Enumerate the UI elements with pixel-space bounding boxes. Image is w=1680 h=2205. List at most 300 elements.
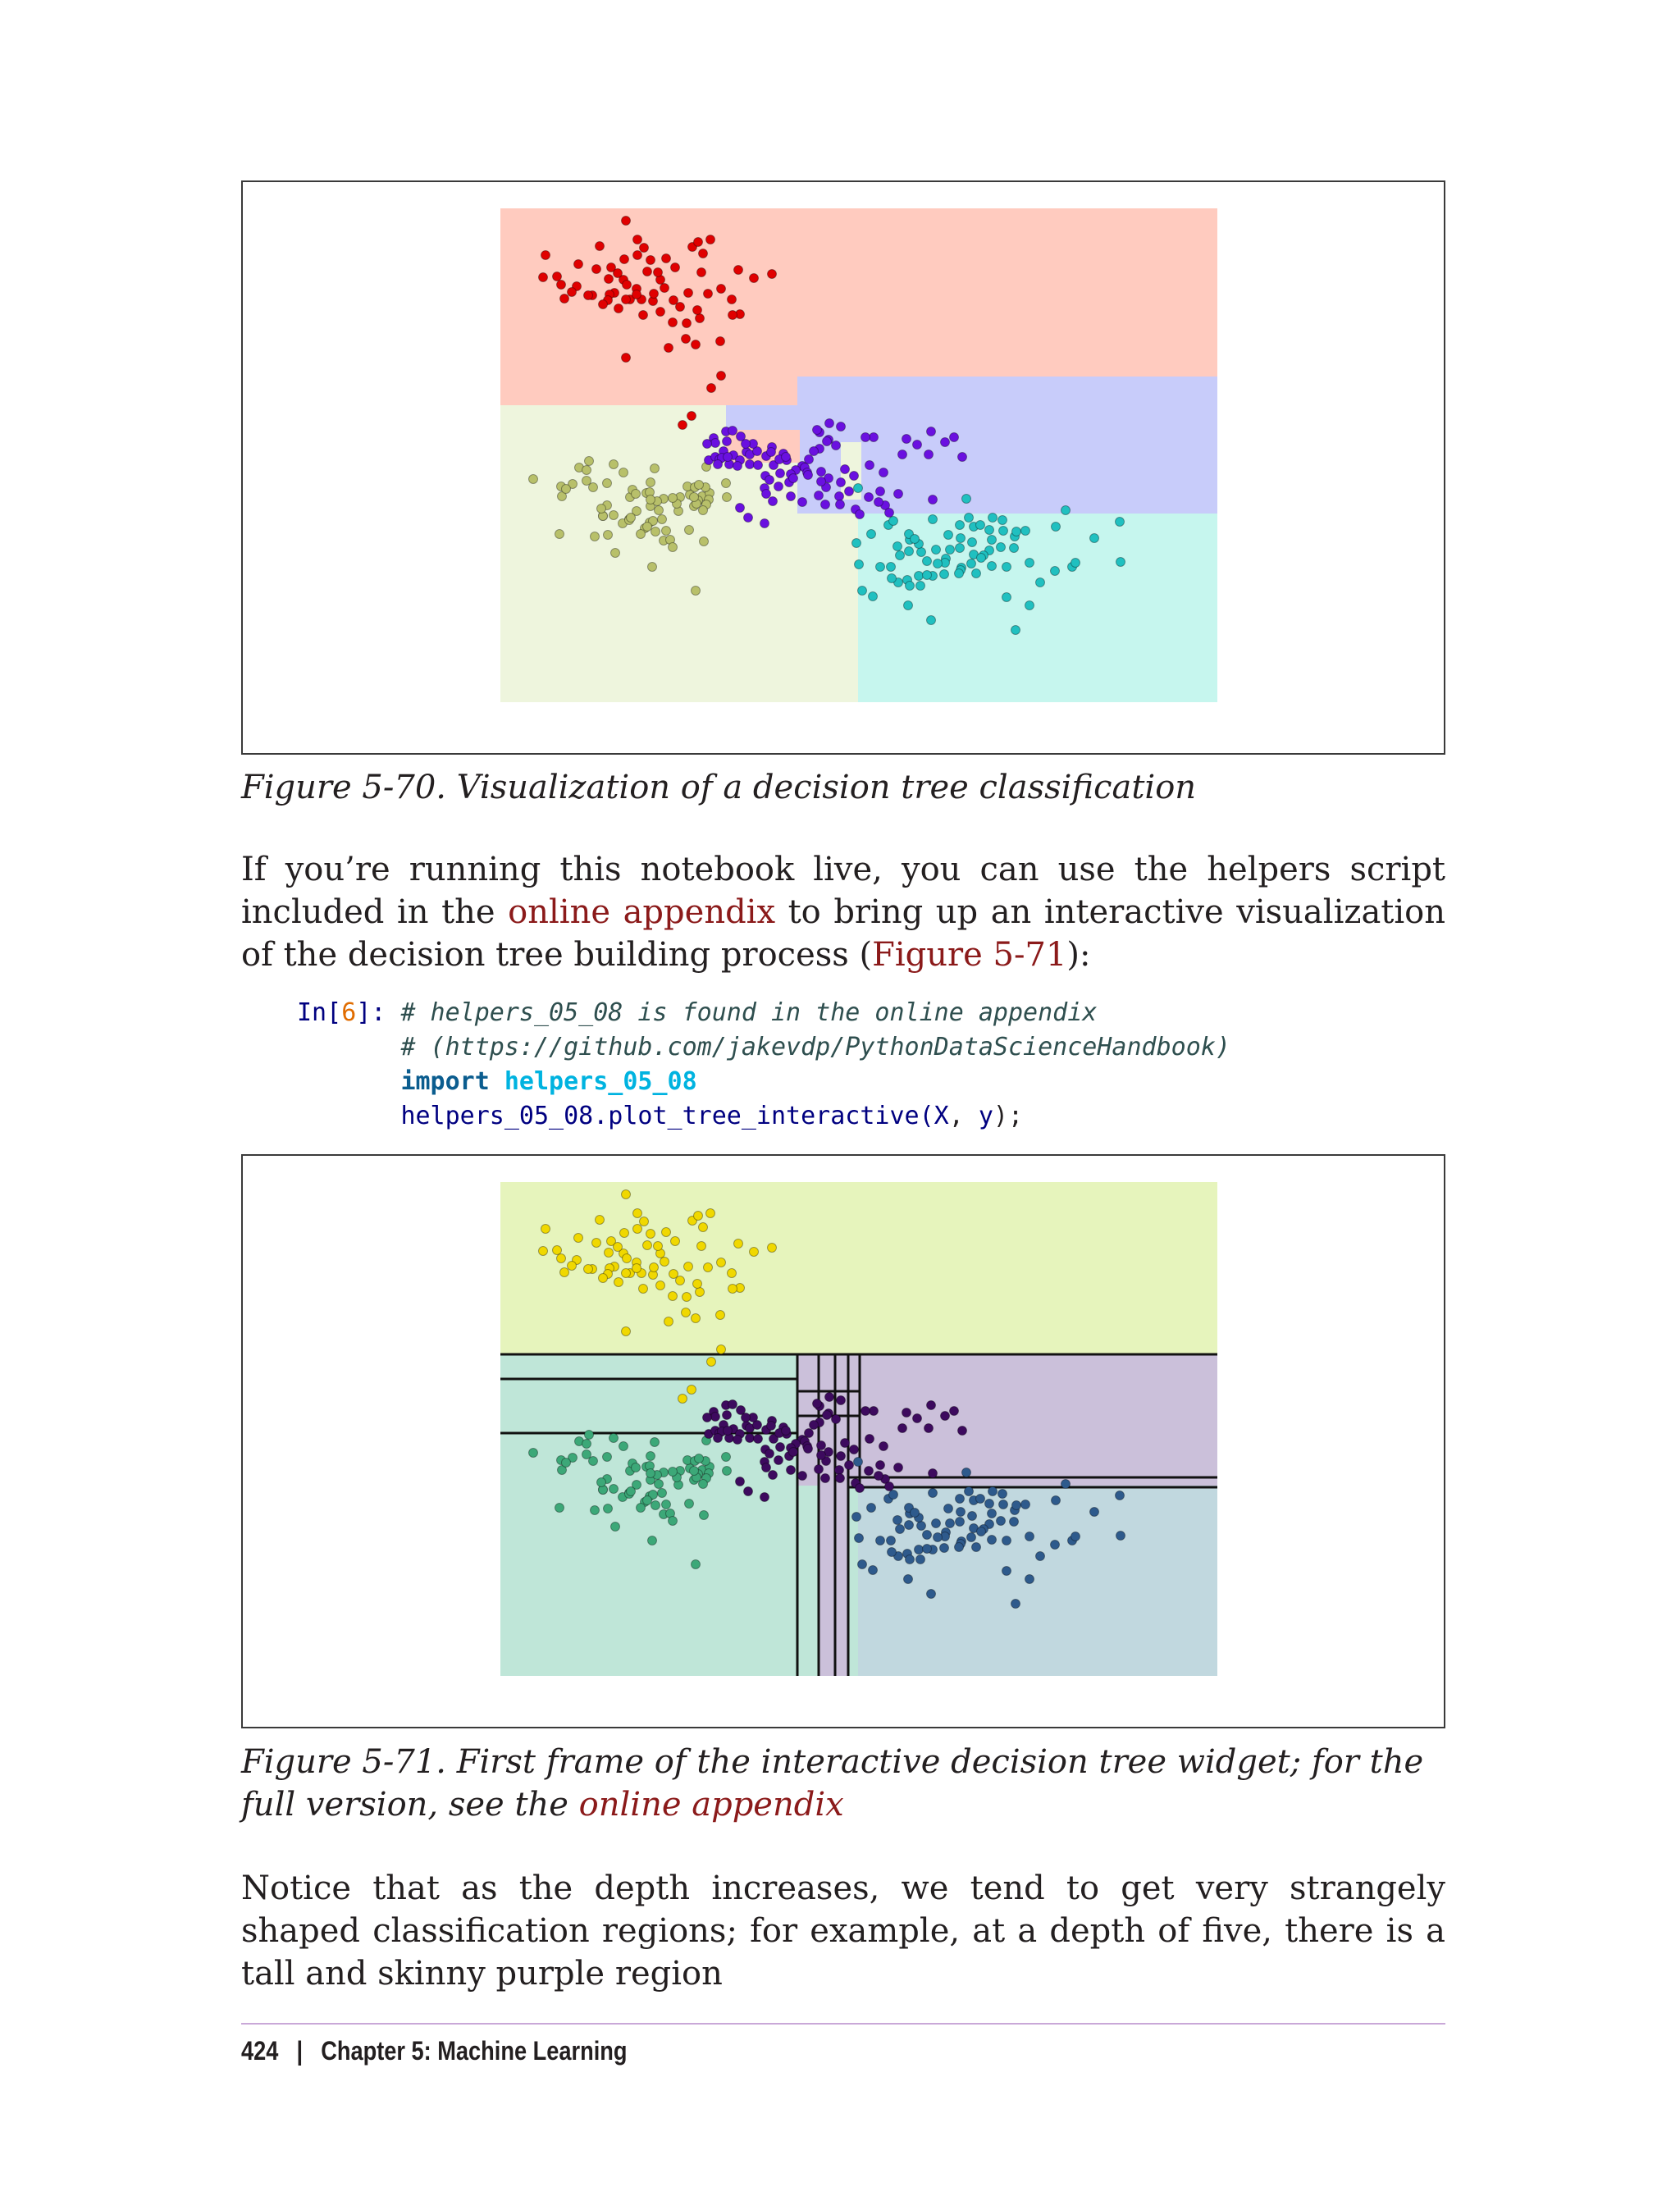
scatter-point xyxy=(690,1467,699,1476)
scatter-point xyxy=(940,570,949,579)
scatter-point xyxy=(1116,1491,1125,1500)
scatter-point xyxy=(911,535,920,544)
scatter-point xyxy=(941,1412,950,1421)
scatter-point xyxy=(836,1474,845,1483)
scatter-point xyxy=(706,1209,715,1218)
scatter-point xyxy=(620,1229,629,1238)
scatter-point xyxy=(768,1244,777,1253)
scatter-point xyxy=(623,1254,632,1263)
scatter-point xyxy=(929,515,938,524)
scatter-point xyxy=(717,285,726,294)
scatter-point xyxy=(637,530,646,539)
scatter-point xyxy=(611,549,620,558)
scatter-point xyxy=(582,466,591,475)
scatter-point xyxy=(958,453,967,462)
scatter-point xyxy=(893,1516,902,1525)
scatter-point xyxy=(845,487,854,496)
scatter-point xyxy=(560,294,569,304)
scatter-point xyxy=(651,1501,660,1510)
scatter-point xyxy=(917,548,926,557)
scatter-point xyxy=(609,1434,619,1443)
scatter-point xyxy=(662,254,671,263)
scatter-point xyxy=(998,1490,1007,1499)
scatter-point xyxy=(934,559,943,568)
scatter-point xyxy=(889,517,898,526)
scatter-point xyxy=(746,1434,755,1443)
scatter-point xyxy=(692,1314,701,1323)
scatter-point xyxy=(692,340,701,349)
scatter-point xyxy=(1090,1508,1099,1517)
code-block: In[6]: # helpers_05_08 is found in the online appendix # (https://github.com/jakevdp/PythonDataScienceHandbook) import helpers_05_08 helpers_05_08.plot_tree_interactive(X, y); xyxy=(297,998,1230,1130)
code-comment: # helpers_05_08 is found in the online appendix xyxy=(400,998,1098,1027)
scatter-point xyxy=(999,1500,1008,1509)
scatter-point xyxy=(1025,1575,1034,1584)
scatter-point xyxy=(932,1519,941,1528)
scatter-point xyxy=(965,1487,974,1496)
figure-caption: Figure 5-71. First frame of the interactive decision tree widget; for the full version, see the online appendix xyxy=(241,1743,1424,1824)
scatter-point xyxy=(1025,559,1034,568)
scatter-point xyxy=(1071,1532,1080,1541)
scatter-point xyxy=(699,249,708,258)
scatter-point xyxy=(669,543,678,552)
scatter-point xyxy=(1010,544,1019,553)
scatter-point xyxy=(968,1512,977,1521)
scatter-point xyxy=(956,1518,965,1527)
scatter-point xyxy=(1116,518,1125,527)
scatter-point xyxy=(916,1555,925,1564)
scatter-point xyxy=(584,291,593,300)
figure-5-71-frame xyxy=(241,1154,1445,1728)
scatter-point xyxy=(902,1408,911,1418)
scatter-point xyxy=(684,289,693,298)
scatter-point xyxy=(876,1461,885,1470)
scatter-point xyxy=(916,582,925,591)
scatter-point xyxy=(605,1249,614,1258)
region-purple-col xyxy=(819,1486,848,1676)
scatter-point xyxy=(693,306,702,315)
scatter-point xyxy=(867,530,876,539)
scatter-point xyxy=(553,1246,562,1255)
scatter-point xyxy=(678,421,687,430)
scatter-point xyxy=(592,1239,601,1248)
scatter-point xyxy=(976,521,985,530)
scatter-point xyxy=(774,482,783,491)
scatter-point xyxy=(762,490,771,499)
online-appendix-link[interactable]: online appendix xyxy=(508,893,776,931)
scatter-point xyxy=(655,1480,664,1489)
scatter-point xyxy=(646,495,655,504)
scatter-point xyxy=(609,460,619,469)
scatter-point xyxy=(865,1467,874,1476)
scatter-point xyxy=(1116,1532,1125,1541)
scatter-point xyxy=(855,1534,864,1543)
scatter-point xyxy=(711,439,720,448)
scatter-point xyxy=(950,433,959,442)
scatter-point xyxy=(997,1517,1006,1526)
scatter-point xyxy=(911,1509,920,1518)
scatter-point xyxy=(923,557,932,566)
scatter-point xyxy=(789,474,798,483)
scatter-point xyxy=(724,453,733,462)
scatter-point xyxy=(716,337,725,346)
scatter-point xyxy=(898,1424,907,1433)
scatter-point xyxy=(962,1468,971,1477)
scatter-point xyxy=(787,492,796,501)
scatter-point xyxy=(651,527,660,536)
scatter-point xyxy=(821,1474,830,1483)
scatter-point xyxy=(1025,1532,1034,1541)
scatter-point xyxy=(1002,593,1011,602)
scatter-point xyxy=(817,477,826,486)
scatter-point xyxy=(643,267,652,276)
code-keyword: import xyxy=(400,1067,490,1096)
scatter-point xyxy=(927,616,936,625)
scatter-point xyxy=(574,260,583,269)
footer-rule xyxy=(241,2023,1445,2025)
scatter-point xyxy=(696,314,705,323)
decision-tree-plot xyxy=(500,208,1217,702)
scatter-point xyxy=(685,526,694,535)
scatter-point xyxy=(887,563,896,572)
scatter-point xyxy=(879,468,888,477)
scatter-point xyxy=(929,495,938,504)
scatter-point xyxy=(805,455,814,464)
scatter-point xyxy=(765,1449,774,1459)
scatter-point xyxy=(622,1327,631,1336)
scatter-point xyxy=(754,461,763,470)
scatter-point xyxy=(852,1513,861,1522)
code-comment: # (https://github.com/jakevdp/PythonDataScienceHandbook) xyxy=(400,1033,1230,1061)
scatter-point xyxy=(997,543,1006,552)
scatter-point xyxy=(850,472,859,481)
scatter-point xyxy=(744,514,753,523)
scatter-point xyxy=(746,460,755,469)
scatter-point xyxy=(972,1543,981,1552)
scatter-point xyxy=(804,1445,813,1454)
scatter-point xyxy=(676,1276,685,1285)
body-paragraph: If you’re running this notebook live, you can use the helpers script included in the online appendix to bring up an interactive visualization of the decision tree building process (Figure 5-71): xyxy=(241,851,1446,974)
scatter-point xyxy=(591,1506,600,1515)
scatter-point xyxy=(656,308,665,317)
online-appendix-link[interactable]: online appendix xyxy=(578,1786,844,1824)
scatter-point xyxy=(703,440,712,449)
scatter-point xyxy=(662,1500,671,1509)
scatter-point xyxy=(622,295,631,304)
scatter-point xyxy=(694,238,703,247)
scatter-point xyxy=(934,1533,943,1542)
scatter-point xyxy=(874,1472,883,1481)
scatter-point xyxy=(977,554,986,563)
scatter-point xyxy=(707,384,716,393)
scatter-point xyxy=(633,1209,642,1218)
scatter-point xyxy=(695,1454,704,1463)
scatter-point xyxy=(609,511,619,520)
figure-5-71-link[interactable]: Figure 5-71 xyxy=(872,936,1067,974)
scatter-point xyxy=(639,311,648,320)
scatter-point xyxy=(956,1495,965,1504)
scatter-point xyxy=(654,268,663,277)
scatter-point xyxy=(923,1545,932,1554)
scatter-point xyxy=(845,1461,854,1470)
scatter-point xyxy=(627,1487,636,1496)
scatter-point xyxy=(988,1487,998,1496)
scatter-point xyxy=(915,572,924,581)
scatter-point xyxy=(789,1448,798,1457)
scatter-point xyxy=(660,284,669,293)
scatter-point xyxy=(664,1317,673,1326)
scatter-point xyxy=(782,1427,791,1436)
scatter-point xyxy=(723,1467,732,1476)
scatter-point xyxy=(902,435,911,444)
scatter-point xyxy=(965,514,974,523)
scatter-point xyxy=(651,1438,660,1447)
scatter-point xyxy=(662,527,671,536)
scatter-point xyxy=(623,281,632,290)
scatter-point xyxy=(782,453,791,462)
scatter-point xyxy=(837,478,846,487)
scatter-point xyxy=(728,295,737,304)
scatter-point xyxy=(905,547,914,556)
scatter-point xyxy=(714,460,723,469)
scatter-point xyxy=(946,1519,955,1528)
scatter-point xyxy=(988,1536,997,1545)
scatter-point xyxy=(950,1407,959,1416)
code-call: helpers_05_08.plot_tree_interactive( xyxy=(400,1102,934,1130)
body-paragraph: Notice that as the depth increases, we tend to get very strangely shaped classification regions; for example, at a depth of five, there is a tall and skinny purple region xyxy=(241,1869,1445,1993)
page-number: 424 xyxy=(241,2036,279,2066)
scatter-point xyxy=(823,437,832,446)
scatter-point xyxy=(640,244,649,253)
scatter-point xyxy=(637,1504,646,1513)
scatter-point xyxy=(694,1212,703,1221)
scatter-point xyxy=(568,1262,577,1271)
scatter-point xyxy=(599,1274,608,1283)
scatter-point xyxy=(927,1590,936,1599)
scatter-point xyxy=(1051,567,1060,576)
scatter-point xyxy=(555,530,564,539)
scatter-point xyxy=(733,462,742,471)
scatter-point xyxy=(958,1427,967,1436)
scatter-point xyxy=(760,1493,769,1502)
scatter-point xyxy=(597,1478,606,1487)
scatter-point xyxy=(687,1386,696,1395)
scatter-point xyxy=(654,1242,663,1251)
scatter-point xyxy=(604,1504,613,1513)
scatter-point xyxy=(906,582,915,591)
scatter-point xyxy=(850,1445,859,1454)
scatter-point xyxy=(813,1399,822,1408)
scatter-point xyxy=(604,531,613,540)
scatter-point xyxy=(574,1234,583,1243)
scatter-point xyxy=(529,1449,538,1458)
scatter-point xyxy=(854,484,863,493)
scatter-point xyxy=(767,448,776,457)
scatter-point xyxy=(817,1441,826,1450)
scatter-point xyxy=(988,536,997,545)
scatter-point xyxy=(662,1228,671,1237)
scatter-point xyxy=(646,256,655,265)
scatter-point xyxy=(1061,506,1071,515)
scatter-point xyxy=(1025,601,1034,610)
scatter-point xyxy=(940,1544,949,1553)
scatter-point xyxy=(717,1258,726,1267)
scatter-point xyxy=(695,481,704,490)
scatter-point xyxy=(810,447,819,456)
scatter-point xyxy=(762,1463,771,1472)
scatter-point xyxy=(889,1491,898,1500)
scatter-point xyxy=(728,1285,737,1294)
scatter-point xyxy=(815,1465,824,1474)
scatter-point xyxy=(539,1247,548,1256)
scatter-point xyxy=(1116,558,1125,567)
scatter-point xyxy=(678,1395,687,1404)
scatter-point xyxy=(669,494,678,503)
scatter-point xyxy=(728,1269,737,1278)
scatter-point xyxy=(836,500,845,509)
scatter-point xyxy=(717,372,726,381)
scatter-point xyxy=(633,1225,642,1234)
scatter-point xyxy=(723,493,732,502)
scatter-point xyxy=(724,1427,733,1436)
scatter-point xyxy=(967,559,976,568)
scatter-point xyxy=(976,1495,985,1504)
scatter-point xyxy=(643,523,652,532)
scatter-point xyxy=(769,1471,778,1480)
scatter-point xyxy=(707,1358,716,1367)
scatter-point xyxy=(817,1451,826,1460)
scatter-point xyxy=(529,475,538,484)
scatter-point xyxy=(888,574,897,583)
scatter-point xyxy=(655,506,664,515)
scatter-point xyxy=(941,438,950,447)
scatter-point xyxy=(869,592,878,601)
scatter-point xyxy=(955,569,964,578)
scatter-point xyxy=(737,432,746,441)
scatter-point xyxy=(870,433,879,442)
scatter-point xyxy=(646,1452,655,1461)
scatter-point xyxy=(633,251,642,260)
scatter-point xyxy=(555,1504,564,1513)
scatter-point xyxy=(639,1285,648,1294)
scatter-point xyxy=(1021,1500,1030,1509)
scatter-point xyxy=(633,235,642,244)
scatter-point xyxy=(632,1463,641,1472)
scatter-point xyxy=(669,1517,678,1526)
scatter-point xyxy=(671,1237,680,1246)
scatter-point xyxy=(614,304,623,313)
scatter-point xyxy=(640,1217,649,1226)
scatter-point xyxy=(632,1264,641,1273)
scatter-point xyxy=(750,1248,759,1257)
scatter-point xyxy=(669,1292,678,1301)
figure-caption: Figure 5-70. Visualization of a decision tree classification xyxy=(241,769,1197,806)
scatter-point xyxy=(999,527,1008,536)
scatter-point xyxy=(591,532,600,541)
scatter-point xyxy=(632,290,641,299)
scatter-point xyxy=(722,1453,731,1462)
scatter-point xyxy=(856,510,865,519)
scatter-point xyxy=(955,1543,964,1552)
scatter-point xyxy=(870,1407,879,1416)
scatter-point xyxy=(923,571,932,580)
scatter-point xyxy=(988,562,997,571)
scatter-point xyxy=(669,1468,678,1477)
scatter-point xyxy=(611,1522,620,1532)
scatter-point xyxy=(1012,1501,1021,1510)
scatter-point xyxy=(664,344,673,353)
scatter-point xyxy=(697,1242,706,1251)
scatter-point xyxy=(596,242,605,251)
scatter-point xyxy=(887,1536,896,1545)
scatter-point xyxy=(817,468,826,477)
scatter-point xyxy=(622,354,631,363)
scatter-point xyxy=(855,560,864,569)
scatter-point xyxy=(658,1489,667,1498)
scatter-point xyxy=(998,516,1007,525)
scatter-point xyxy=(924,1424,934,1433)
scatter-point xyxy=(865,1435,874,1444)
scatter-point xyxy=(852,539,861,548)
scatter-point xyxy=(643,1241,652,1250)
scatter-point xyxy=(823,1411,832,1420)
scatter-point xyxy=(656,1281,665,1290)
scatter-point xyxy=(603,1453,612,1462)
scatter-point xyxy=(760,519,769,528)
region-red xyxy=(500,208,1217,405)
scatter-point xyxy=(944,1504,953,1513)
scatter-point xyxy=(704,290,713,299)
scatter-point xyxy=(1002,1567,1011,1576)
scatter-point xyxy=(553,272,562,281)
scatter-point xyxy=(988,514,998,523)
scatter-point xyxy=(582,477,591,486)
scatter-point xyxy=(896,1525,905,1534)
page-footer xyxy=(241,2036,628,2066)
scatter-point xyxy=(1052,523,1061,532)
scatter-point xyxy=(825,419,834,428)
scatter-point xyxy=(768,270,777,279)
scatter-point xyxy=(832,441,841,450)
scatter-point xyxy=(858,1560,867,1569)
scatter-point xyxy=(650,1263,659,1272)
scatter-point xyxy=(592,265,601,274)
scatter-point xyxy=(692,1560,701,1569)
scatter-point xyxy=(946,546,955,555)
scatter-point xyxy=(541,1225,550,1234)
scatter-point xyxy=(929,1469,938,1478)
scatter-point xyxy=(643,1496,652,1505)
scatter-point xyxy=(609,1485,619,1494)
scatter-point xyxy=(787,1466,796,1475)
scatter-point xyxy=(669,318,678,327)
scatter-point xyxy=(632,490,641,499)
scatter-point xyxy=(854,1458,863,1467)
scatter-point xyxy=(932,546,941,555)
scatter-point xyxy=(700,537,709,546)
scatter-point xyxy=(944,531,953,540)
scatter-point xyxy=(876,1536,885,1545)
scatter-point xyxy=(874,498,883,507)
scatter-point xyxy=(879,1442,888,1451)
scatter-point xyxy=(893,542,902,551)
code-prompt: In[ xyxy=(297,998,342,1027)
scatter-point xyxy=(904,601,913,610)
scatter-point xyxy=(700,1511,709,1520)
scatter-point xyxy=(754,1435,763,1444)
scatter-point xyxy=(714,1434,723,1443)
scatter-point xyxy=(737,1406,746,1415)
scatter-point xyxy=(699,1223,708,1232)
